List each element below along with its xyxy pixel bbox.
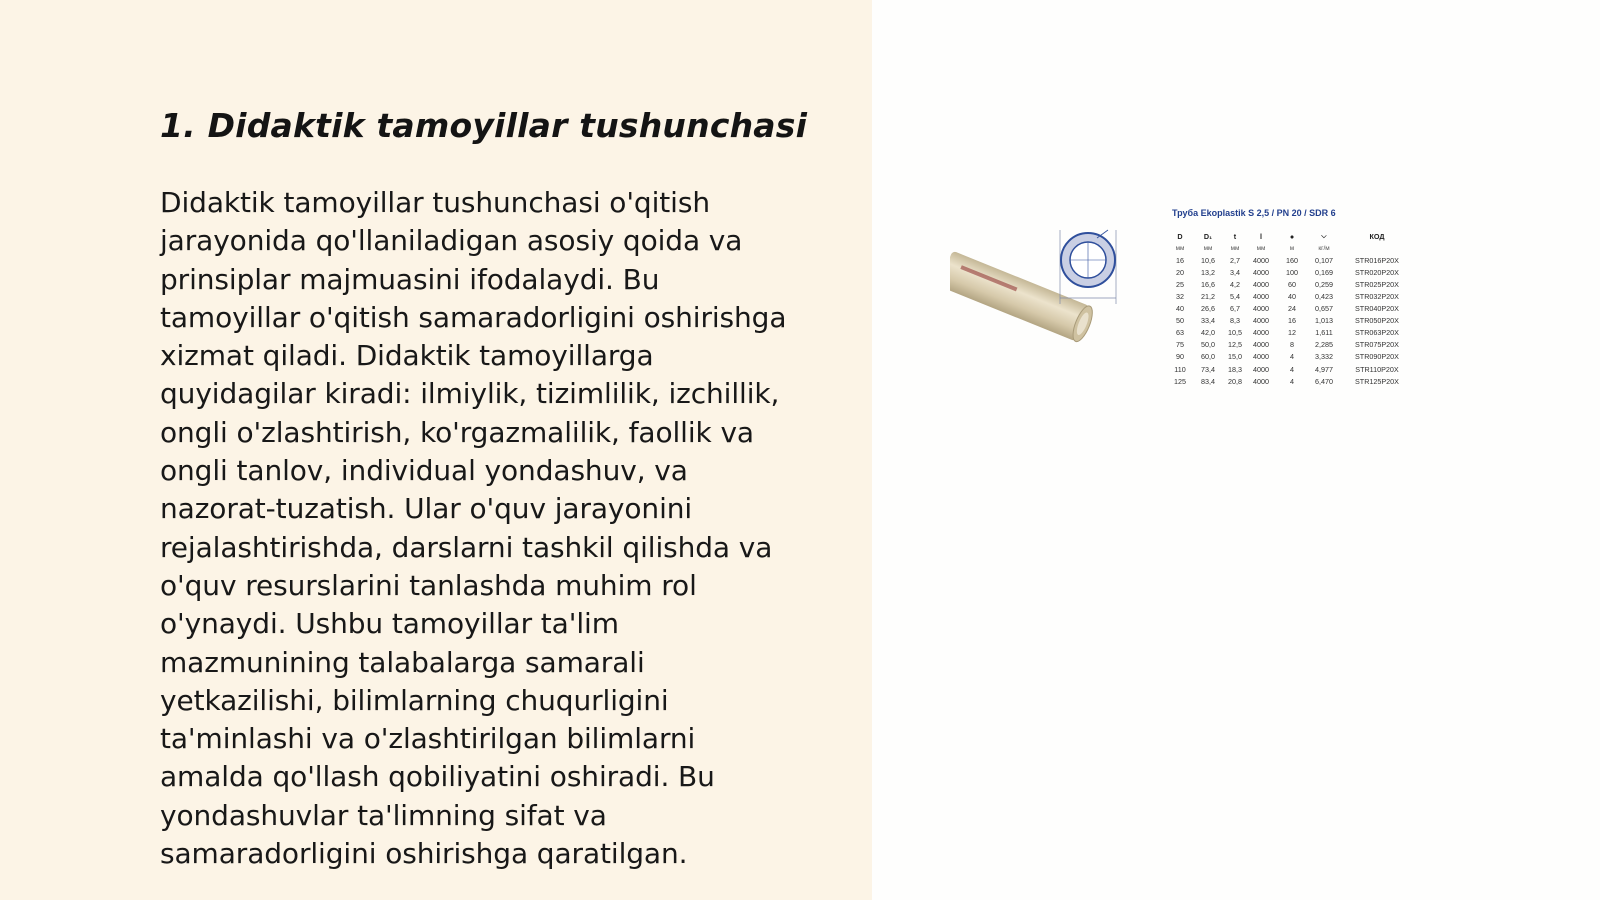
table-cell: STR050P20X — [1355, 316, 1399, 326]
table-cell: 4000 — [1253, 279, 1269, 289]
table-row — [1166, 290, 1416, 302]
table-cell: 3,4 — [1230, 267, 1240, 277]
table-cell: мм — [1230, 244, 1240, 252]
table-row — [1166, 303, 1416, 315]
table-cell: 6,470 — [1315, 376, 1333, 386]
table-cell: 75 — [1176, 340, 1184, 350]
table-cell: 4000 — [1253, 364, 1269, 374]
table-cell: STR125P20X — [1355, 376, 1399, 386]
scale-icon: ⌵ — [1321, 231, 1327, 241]
table-cell: 4000 — [1253, 292, 1269, 302]
table-header: t — [1233, 231, 1237, 241]
table-cell: 18,3 — [1228, 364, 1242, 374]
table-cell: 90 — [1176, 352, 1184, 362]
table-cell: 6,7 — [1230, 304, 1240, 314]
table-row — [1166, 266, 1416, 278]
table-cell: 4000 — [1253, 304, 1269, 314]
table-cell: 4 — [1290, 376, 1294, 386]
table-cell: 20,8 — [1228, 376, 1242, 386]
table-row — [1166, 254, 1416, 266]
table-cell: 4000 — [1253, 352, 1269, 362]
table-cell: мм — [1256, 244, 1266, 252]
table-header: D — [1177, 231, 1183, 241]
table-cell: 13,2 — [1201, 267, 1215, 277]
table-row — [1166, 278, 1416, 290]
table-cell: 0,423 — [1315, 292, 1333, 302]
table-cell: 4 — [1290, 364, 1294, 374]
table-cell: 3,332 — [1315, 352, 1333, 362]
table-cell: 25 — [1176, 279, 1184, 289]
table-header-row — [1166, 230, 1416, 242]
table-cell: 4,2 — [1230, 279, 1240, 289]
table-cell: 4,977 — [1315, 364, 1333, 374]
pipe-spec-table — [1166, 230, 1416, 387]
table-cell: 16 — [1176, 255, 1184, 265]
table-row — [1166, 315, 1416, 327]
table-cell: 21,2 — [1201, 292, 1215, 302]
table-cell: 16 — [1288, 316, 1296, 326]
table-cell: 0,259 — [1315, 279, 1333, 289]
image-panel — [872, 0, 1600, 900]
table-cell: 50 — [1176, 316, 1184, 326]
table-cell: 50,0 — [1201, 340, 1215, 350]
table-cell: 2,285 — [1315, 340, 1333, 350]
table-cell: 8 — [1290, 340, 1294, 350]
table-row — [1166, 375, 1416, 387]
table-cell: 4 — [1290, 352, 1294, 362]
table-cell: м — [1289, 244, 1295, 252]
table-cell: 20 — [1176, 267, 1184, 277]
table-header: КОД — [1369, 231, 1385, 241]
table-cell: 63 — [1176, 328, 1184, 338]
table-cell: 12,5 — [1228, 340, 1242, 350]
table-cell: 1,611 — [1315, 328, 1333, 338]
table-cell: 100 — [1286, 267, 1298, 277]
table-cell: 40 — [1288, 292, 1296, 302]
table-cell: 2,7 — [1230, 255, 1240, 265]
slide-title: 1. Didaktik tamoyillar tushunchasi — [160, 106, 808, 145]
table-cell: 4000 — [1253, 376, 1269, 386]
weight-icon: ● — [1289, 231, 1295, 241]
table-cell: STR063P20X — [1355, 328, 1399, 338]
table-cell: STR032P20X — [1355, 292, 1399, 302]
table-cell: 4000 — [1253, 328, 1269, 338]
table-cell: 5,4 — [1230, 292, 1240, 302]
table-cell: 12 — [1288, 328, 1296, 338]
table-cell: 15,0 — [1228, 352, 1242, 362]
table-cell: 160 — [1286, 255, 1298, 265]
table-cell: 32 — [1176, 292, 1184, 302]
table-cell: кг/м — [1318, 244, 1330, 252]
table-cell: 40 — [1176, 304, 1184, 314]
table-cell: 110 — [1174, 364, 1186, 374]
table-cell: 16,6 — [1201, 279, 1215, 289]
table-cell: 60,0 — [1201, 352, 1215, 362]
table-cell: 24 — [1288, 304, 1296, 314]
table-units-row — [1166, 242, 1416, 254]
table-cell: STR020P20X — [1355, 267, 1399, 277]
spec-table-title: Труба Ekoplastik S 2,5 / PN 20 / SDR 6 — [1172, 208, 1336, 218]
pipe-cross-section-icon — [1060, 230, 1116, 304]
table-cell: 0,169 — [1315, 267, 1333, 277]
table-cell: 26,6 — [1201, 304, 1215, 314]
table-cell: STR016P20X — [1355, 255, 1399, 265]
table-header: l — [1260, 231, 1262, 241]
table-cell: 8,3 — [1230, 316, 1240, 326]
table-cell: 4000 — [1253, 267, 1269, 277]
table-cell — [1338, 242, 1416, 254]
table-cell: мм — [1203, 244, 1213, 252]
table-cell: 4000 — [1253, 316, 1269, 326]
table-row — [1166, 363, 1416, 375]
table-cell: 10,5 — [1228, 328, 1242, 338]
table-body — [1166, 254, 1416, 387]
table-cell: 4000 — [1253, 340, 1269, 350]
pipe-spec-image — [950, 200, 1420, 390]
table-cell: STR090P20X — [1355, 352, 1399, 362]
table-header: D₁ — [1203, 231, 1213, 241]
table-cell: 42,0 — [1201, 328, 1215, 338]
table-row — [1166, 351, 1416, 363]
table-cell: STR040P20X — [1355, 304, 1399, 314]
table-cell: 4000 — [1253, 255, 1269, 265]
table-cell: 0,107 — [1315, 255, 1333, 265]
table-cell: 60 — [1288, 279, 1296, 289]
table-cell: 83,4 — [1201, 376, 1215, 386]
table-cell: 10,6 — [1201, 255, 1215, 265]
table-cell: 73,4 — [1201, 364, 1215, 374]
table-cell: 33,4 — [1201, 316, 1215, 326]
table-cell: 125 — [1174, 376, 1186, 386]
table-cell: STR075P20X — [1355, 340, 1399, 350]
table-cell: 0,657 — [1315, 304, 1333, 314]
table-row — [1166, 327, 1416, 339]
table-cell: 1,013 — [1315, 316, 1333, 326]
table-row — [1166, 339, 1416, 351]
slide-body-text: Didaktik tamoyillar tushunchasi o'qitish jarayonida qo'llaniladigan asosiy qoida va prinsiplar majmuasini ifodalaydi. Bu tamoyillar o'qitish samaradorligini oshirishga xizmat qiladi. Didaktik tamoyillarga quyidagilar kiradi: ilmiylik, tizimlilik, izchillik, ongli o'zlashtirish, ko'rgazmalilik, faollik va ongli tanlov, individual yondashuv, va nazorat-tuzatish. Ular o'quv jarayonini rejalashtirishda, darslarni tashkil qilishda va o'quv resurslarini tanlashda muhim rol o'ynaydi. Ushbu tamoyillar ta'lim mazmunining talabalarga samarali yetkazilishi, bilimlarning chuqurligini ta'minlashi va o'zlashtirilgan bilimlarni amalda qo'llash qobiliyatini oshiradi. Bu yondashuvlar ta'limning sifat va samaradorligini oshirishga qaratilgan. — [160, 186, 787, 871]
table-cell: мм — [1175, 244, 1185, 252]
table-cell: STR110P20X — [1355, 364, 1399, 374]
table-cell: STR025P20X — [1355, 279, 1399, 289]
